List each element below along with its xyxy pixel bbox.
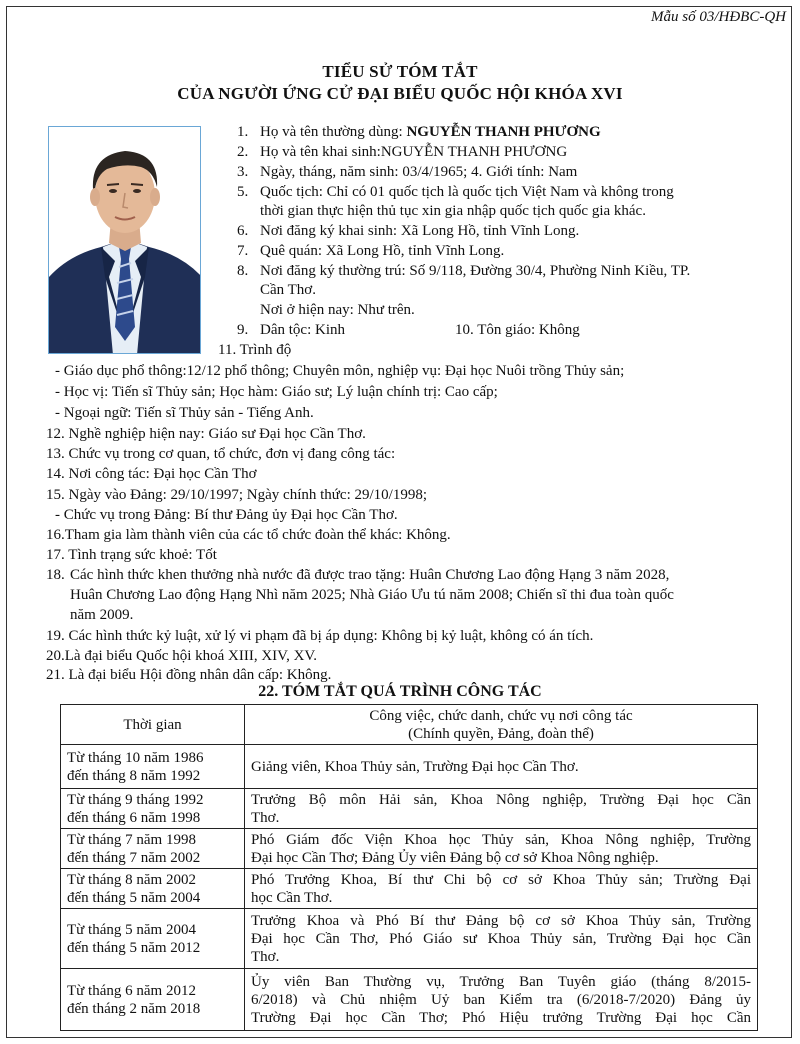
item-15-party-position: - Chức vụ trong Đảng: Bí thư Đảng ủy Đại học Cần Thơ. bbox=[55, 507, 398, 523]
table-row bbox=[61, 829, 758, 869]
item-18-awards-line1: Các hình thức khen thưởng nhà nước đã được trao tặng: Huân Chương Lao động Hạng 3 năm 2028, bbox=[70, 567, 670, 583]
row-6-line2: 6/2018) và Chủ nhiệm Uỷ ban Kiểm tra (6/2018-7/2020) Đảng ủy bbox=[251, 991, 751, 1008]
row-6-to: đến tháng 2 năm 2018 bbox=[67, 1000, 201, 1017]
item-1-number: 1. bbox=[237, 124, 249, 140]
table-header-row bbox=[61, 705, 758, 745]
header-time: Thời gian bbox=[61, 705, 245, 745]
item-5-nationality-line1: Quốc tịch: Chỉ có 01 quốc tịch là quốc tịch Việt Nam và không trong bbox=[260, 184, 674, 200]
item-11-language: - Ngoại ngữ: Tiến sĩ Thủy sản - Tiếng Anh. bbox=[55, 405, 314, 421]
table-row bbox=[61, 969, 758, 1031]
item-10-religion: 10. Tôn giáo: Không bbox=[455, 322, 580, 338]
row-5-line3: Thơ. bbox=[251, 948, 280, 965]
item-14-workplace: 14. Nơi công tác: Đại học Cần Thơ bbox=[46, 466, 257, 482]
item-18-number: 18. bbox=[46, 567, 65, 583]
row-3-line1: Phó Giám đốc Viện Khoa học Thủy sản, Khoa Nông nghiệp, Trường bbox=[251, 831, 751, 848]
table-row bbox=[61, 909, 758, 969]
row-6-period bbox=[61, 969, 245, 1031]
table-row bbox=[61, 869, 758, 909]
row-1-description bbox=[245, 745, 758, 789]
row-4-to: đến tháng 5 năm 2004 bbox=[67, 889, 201, 906]
portrait-image bbox=[49, 127, 201, 354]
item-2-number: 2. bbox=[237, 144, 249, 160]
row-5-to: đến tháng 5 năm 2012 bbox=[67, 939, 201, 956]
document-subtitle: CỦA NGƯỜI ỨNG CỬ ĐẠI BIỂU QUỐC HỘI KHÓA XVI bbox=[177, 84, 623, 103]
item-16-organizations: 16.Tham gia làm thành viên của các tổ chức đoàn thể khác: Không. bbox=[46, 527, 451, 543]
row-3-period bbox=[61, 829, 245, 869]
item-20-national-assembly: 20.Là đại biểu Quốc hội khoá XIII, XIV, XV. bbox=[46, 648, 318, 664]
row-4-from: Từ tháng 8 năm 2002 bbox=[67, 871, 196, 888]
row-2-period bbox=[61, 789, 245, 829]
item-3-4-birthdate-gender: Ngày, tháng, năm sinh: 03/4/1965; 4. Giới tính: Nam bbox=[260, 164, 578, 180]
item-17-health: 17. Tình trạng sức khoẻ: Tốt bbox=[46, 547, 217, 563]
item-13-position: 13. Chức vụ trong cơ quan, tổ chức, đơn vị đang công tác: bbox=[46, 446, 396, 462]
item-18-awards-line2: Huân Chương Lao động Hạng Nhì năm 2025; Nhà Giáo Ưu tú năm 2008; Chiến sĩ thi đua toàn quốc bbox=[70, 587, 674, 603]
work-history-table bbox=[60, 704, 758, 1031]
header-position-line1: Công việc, chức danh, chức vụ nơi công tác bbox=[369, 707, 633, 724]
table-row bbox=[61, 745, 758, 789]
header-position bbox=[245, 705, 758, 745]
item-5-nationality-line2: thời gian thực hiện thủ tục xin gia nhập quốc tịch quốc gia khác. bbox=[260, 203, 646, 219]
row-5-from: Từ tháng 5 năm 2004 bbox=[67, 921, 196, 938]
row-6-line1: Ủy viên Ban Thường vụ, Trưởng Ban Tuyên giáo (tháng 8/2015- bbox=[251, 973, 751, 990]
item-9-ethnicity: Dân tộc: Kinh bbox=[260, 322, 345, 338]
section-22-title: 22. TÓM TẮT QUÁ TRÌNH CÔNG TÁC bbox=[258, 683, 542, 700]
row-5-line2: Đại học Cần Thơ, Phó Giáo sư Khoa Thủy sản, Trường Đại học Cần bbox=[251, 930, 751, 947]
item-8-current-address: Nơi ở hiện nay: Như trên. bbox=[260, 302, 415, 318]
row-4-line1: Phó Trưởng Khoa, Bí thư Chi bộ cơ sở Khoa Thủy sản; Trường Đại bbox=[251, 871, 751, 888]
row-6-from: Từ tháng 6 năm 2012 bbox=[67, 982, 196, 999]
item-11-degree: - Học vị: Tiến sĩ Thủy sản; Học hàm: Giáo sư; Lý luận chính trị: Cao cấp; bbox=[55, 384, 498, 400]
row-2-line2: Thơ. bbox=[251, 809, 280, 826]
row-5-period bbox=[61, 909, 245, 969]
item-21-peoples-council: 21. Là đại biểu Hội đồng nhân dân cấp: Không. bbox=[46, 667, 332, 683]
item-6-birth-registration: Nơi đăng ký khai sinh: Xã Long Hồ, tỉnh Vĩnh Long. bbox=[260, 223, 580, 239]
row-5-description bbox=[245, 909, 758, 969]
item-6-number: 6. bbox=[237, 223, 249, 239]
item-3-number: 3. bbox=[237, 164, 249, 180]
row-6-description bbox=[245, 969, 758, 1031]
row-3-description bbox=[245, 829, 758, 869]
item-5-number: 5. bbox=[237, 184, 249, 200]
item-9-number: 9. bbox=[237, 322, 249, 338]
row-1-line1: Giảng viên, Khoa Thủy sản, Trường Đại học Cần Thơ. bbox=[251, 758, 579, 775]
item-2-birth-name: Họ và tên khai sinh:NGUYỄN THANH PHƯƠNG bbox=[260, 144, 568, 160]
item-8-residence-line1: Nơi đăng ký thường trú: Số 9/118, Đường 30/4, Phường Ninh Kiều, TP. bbox=[260, 263, 691, 279]
candidate-photo bbox=[48, 126, 201, 354]
row-4-period bbox=[61, 869, 245, 909]
item-15-party-dates: 15. Ngày vào Đảng: 29/10/1997; Ngày chính thức: 29/10/1998; bbox=[46, 487, 427, 503]
row-4-line2: học Cần Thơ. bbox=[251, 889, 333, 906]
header-position-line2: (Chính quyền, Đảng, đoàn thể) bbox=[408, 725, 594, 742]
item-8-number: 8. bbox=[237, 263, 249, 279]
item-1-label: Họ và tên thường dùng: bbox=[260, 124, 407, 140]
row-1-from: Từ tháng 10 năm 1986 bbox=[67, 749, 204, 766]
row-3-to: đến tháng 7 năm 2002 bbox=[67, 849, 201, 866]
item-18-awards-line3: năm 2009. bbox=[70, 607, 134, 623]
item-1-common-name bbox=[260, 123, 601, 142]
item-7-number: 7. bbox=[237, 243, 249, 259]
item-19-discipline: 19. Các hình thức kỷ luật, xử lý vi phạm đã bị áp dụng: Không bị kỷ luật, không có án tích. bbox=[46, 628, 594, 644]
row-1-to: đến tháng 8 năm 1992 bbox=[67, 767, 201, 784]
item-1-value: NGUYỄN THANH PHƯƠNG bbox=[406, 124, 601, 140]
row-2-line1: Trưởng Bộ môn Hải sản, Khoa Nông nghiệp, Trường Đại học Cần bbox=[251, 791, 751, 808]
item-11-general-education: - Giáo dục phổ thông:12/12 phổ thông; Chuyên môn, nghiệp vụ: Đại học Nuôi trồng Thủy sản; bbox=[55, 363, 625, 379]
row-5-line1: Trưởng Khoa và Phó Bí thư Đảng bộ cơ sở Khoa Thủy sản, Trường bbox=[251, 912, 751, 929]
table-row bbox=[61, 789, 758, 829]
item-12-occupation: 12. Nghề nghiệp hiện nay: Giáo sư Đại học Cần Thơ. bbox=[46, 426, 366, 442]
form-code: Mẫu số 03/HĐBC-QH bbox=[651, 9, 786, 25]
row-3-from: Từ tháng 7 năm 1998 bbox=[67, 831, 196, 848]
row-4-description bbox=[245, 869, 758, 909]
row-2-to: đến tháng 6 năm 1998 bbox=[67, 809, 201, 826]
item-7-hometown: Quê quán: Xã Long Hồ, tỉnh Vĩnh Long. bbox=[260, 243, 505, 259]
row-6-line3: Trường Đại học Cần Thơ; Phó Hiệu trưởng Trường Đại học Cần bbox=[251, 1009, 751, 1026]
row-2-from: Từ tháng 9 tháng 1992 bbox=[67, 791, 204, 808]
row-1-period bbox=[61, 745, 245, 789]
row-3-line2: Đại học Cần Thơ; Đảng Ủy viên Đảng bộ cơ sở Khoa Nông nghiệp. bbox=[251, 849, 659, 866]
item-11-education: 11. Trình độ bbox=[218, 342, 292, 358]
document-title: TIỂU SỬ TÓM TẮT bbox=[322, 62, 478, 81]
item-8-residence-line2: Cần Thơ. bbox=[260, 282, 316, 298]
row-2-description bbox=[245, 789, 758, 829]
